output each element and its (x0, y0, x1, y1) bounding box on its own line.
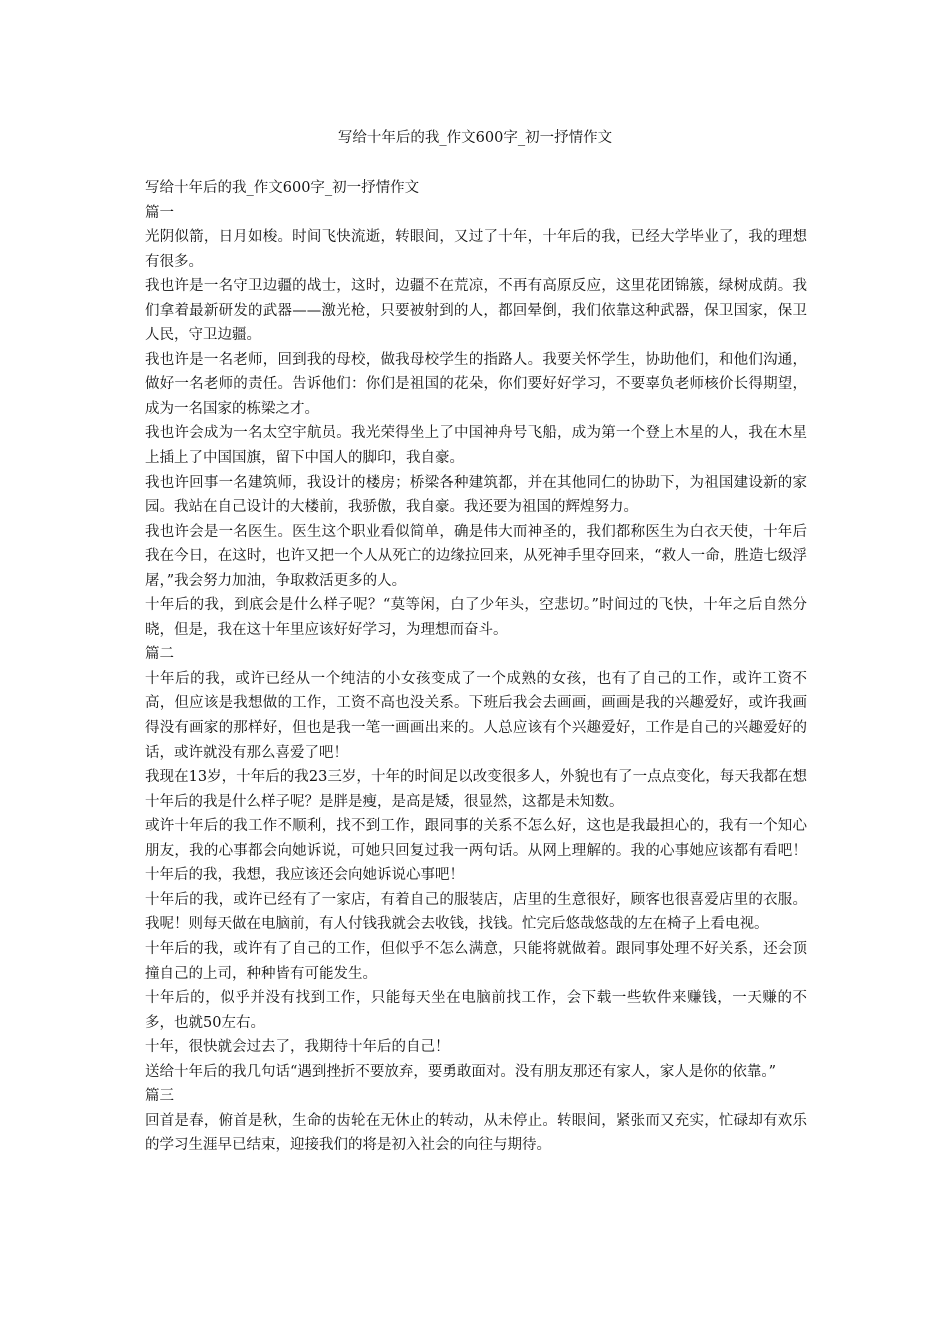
section-heading-1: 篇一 (145, 204, 174, 221)
paragraph: 我也许是一名守卫边疆的战士，这时，边疆不在荒凉，不再有高原反应，这里花团锦簇，绿树成荫。我们拿着最新研发的武器——激光枪，只要被射到的人，都回晕倒，我们依靠这种武器，保卫国家，保卫人民，守卫边疆。 (145, 278, 807, 344)
paragraph: 我也许是一名老师，回到我的母校，做我母校学生的指路人。我要关怀学生，协助他们，和他们沟通，做好一名老师的责任。告诉他们：你们是祖国的花朵，你们要好好学习，不要辜负老师核价长得期望，成为一名国家的栋梁之才。 (145, 351, 807, 417)
paragraph: 十年后的我，或许有了自己的工作，但似乎不怎么满意，只能将就做着。跟同事处理不好关系，还会顶撞自己的上司，种种皆有可能发生。 (145, 940, 807, 982)
paragraph: 我也许会成为一名太空宇航员。我光荣得坐上了中国神舟号飞船，成为第一个登上木星的人，我在木星上插上了中国国旗，留下中国人的脚印，我自豪。 (145, 425, 807, 467)
paragraph: 光阴似箭，日月如梭。时间飞快流逝，转眼间，又过了十年，十年后的我，已经大学毕业了，我的理想有很多。 (145, 229, 807, 270)
paragraph: 十年后的我，或许已经从一个纯洁的小女孩变成了一个成熟的女孩，也有了自己的工作，或许工资不高，但应该是我想做的工作，工资不高也没关系。下班后我会去画画，画画是我的兴趣爱好，或许我画得没有画家的那样好，但也是我一笔一画画出来的。人总应该有个兴趣爱好，工作是自己的兴趣爱好的话，或许就没有那么喜爱了吧！ (145, 670, 807, 761)
paragraph: 我也许回事一名建筑师，我设计的楼房；桥梁各种建筑都，并在其他同仁的协助下，为祖国建设新的家园。我站在自己设计的大楼前，我骄傲，我自豪。我还要为祖国的辉煌努力。 (145, 474, 807, 516)
paragraph: 十年后的我，或许已经有了一家店，有着自己的服装店，店里的生意很好，顾客也很喜爱店里的衣服。我呢！则每天做在电脑前，有人付钱我就会去收钱，找钱。忙完后悠哉悠哉的左在椅子上看电视。 (145, 891, 807, 933)
section-heading-3: 篇三 (145, 1088, 174, 1105)
paragraph: 我现在13岁，十年后的我23三岁，十年的时间足以改变很多人，外貌也有了一点点变化，每天我都在想十年后的我是什么样子呢？是胖是瘦，是高是矮，很显然，这都是未知数。 (145, 769, 807, 810)
paragraph: 我也许会是一名医生。医生这个职业看似简单，确是伟大而神圣的，我们都称医生为白衣天使，十年后我在今日，在这时，也许又把一个人从死亡的边缘拉回来，从死神手里夺回来，“救人一命，胜造七级浮屠，”我会努力加油，争取救活更多的人。 (145, 523, 807, 589)
body-title: 写给十年后的我_作文600字_初一抒情作文 (145, 180, 420, 196)
paragraph: 十年后的，似乎并没有找到工作，只能每天坐在电脑前找工作，会下载一些软件来赚钱，一天赚的不多，也就50左右。 (145, 990, 807, 1031)
paragraph: 或许十年后的我工作不顺利，找不到工作，跟同事的关系不怎么好，这也是我最担心的，我有一个知心朋友，我的心事都会向她诉说，可她只回复过我一两句话。从网上理解的。我的心事她应该都有看吧！十年后的我，我想，我应该还会向她诉说心事吧！ (145, 818, 807, 884)
paragraph: 十年，很快就会过去了，我期待十年后的自己！ (145, 1039, 450, 1056)
document-body (145, 176, 807, 1158)
paragraph: 送给十年后的我几句话“遇到挫折不要放弃，要勇敢面对。没有朋友那还有家人，家人是你的依靠。” (145, 1063, 777, 1080)
document-title: 写给十年后的我_作文600字_初一抒情作文 (337, 130, 613, 146)
paragraph: 回首是春，俯首是秋，生命的齿轮在无休止的转动，从未停止。转眼间，紧张而又充实，忙碌却有欢乐的学习生涯早已结束，迎接我们的将是初入社会的向往与期待。 (145, 1112, 807, 1154)
section-heading-2: 篇二 (145, 646, 174, 663)
paragraph: 十年后的我，到底会是什么样子呢？“莫等闲，白了少年头，空悲切。”时间过的飞快，十年之后自然分晓，但是，我在这十年里应该好好学习，为理想而奋斗。 (145, 597, 807, 638)
